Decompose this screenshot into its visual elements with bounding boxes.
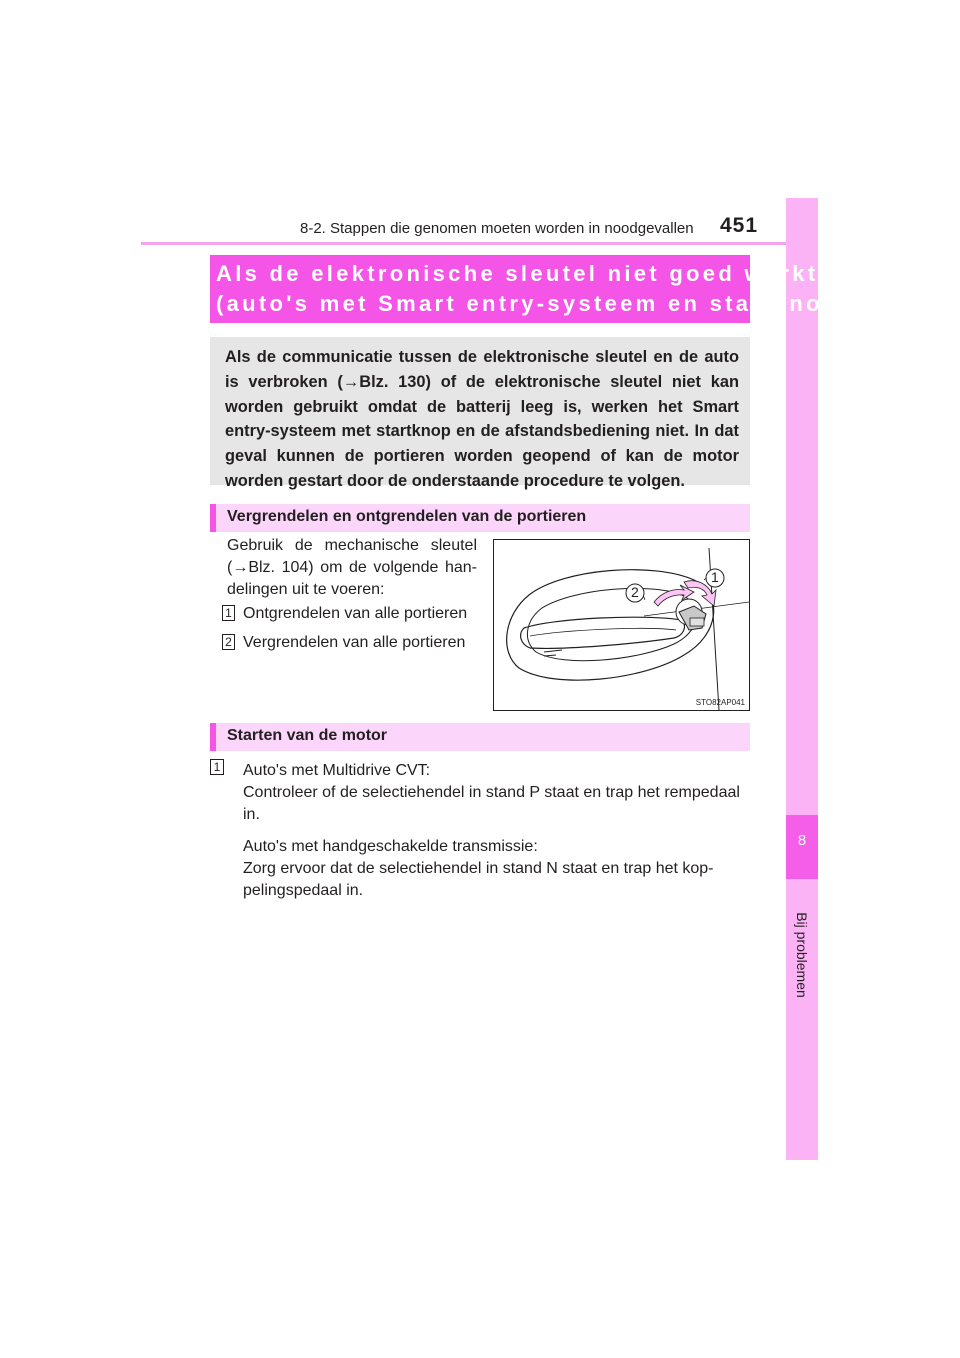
topic-title: Als de elektronische sleutel niet goed werkt (auto's met Smart entry-systeem en startknop) <box>216 261 851 316</box>
chapter-side-tab <box>786 198 818 1160</box>
cvt-text: Controleer of de selectiehendel in stand P staat en trap het rempedaal in. <box>243 784 740 823</box>
chapter-label: Bij problemen <box>794 912 810 998</box>
step-lock-text: Vergrendelen van alle portieren <box>243 634 466 651</box>
door-handle-illustration <box>494 540 749 710</box>
figure-code: STO82AP041 <box>695 698 745 707</box>
topic-title-band <box>210 255 851 323</box>
section-title: 8-2. Stappen die genomen moeten worden in noodgevallen <box>300 220 694 237</box>
header-rule <box>141 242 818 245</box>
intro-text: Als de communicatie tussen de elektronische sleutel en de auto is verbroken (→Blz. 130) of de elektronische sleutel niet kan worden gebruikt omdat de batterij leeg is, werken het Smart entry-systeem met startknop en de afstandsbediening niet. In dat geval kunnen de portieren worden geopend of kan de motor worden gestart door de onderstaande procedure te volgen. <box>225 348 739 490</box>
page-number: 451 <box>720 214 759 237</box>
cvt-title: Auto's met Multidrive CVT: <box>243 762 431 779</box>
start-procedure <box>243 760 743 902</box>
manual-title: Auto's met handgeschakelde transmissie: <box>243 838 538 855</box>
door-handle-figure <box>493 539 750 711</box>
intro-box <box>210 337 750 490</box>
step-number-icon: 1 <box>210 759 224 775</box>
step-number-icon: 2 <box>222 634 235 650</box>
figure-callout-2: 2 <box>631 584 639 600</box>
step-number-icon: 1 <box>222 605 235 621</box>
lock-instruction: Gebruik de mechanische sleutel (→Blz. 104) om de volgende handelingen uit te voeren: <box>227 537 477 598</box>
chapter-number: 8 <box>797 832 807 849</box>
heading-start-engine: Starten van de motor <box>210 723 750 751</box>
step-unlock-text: Ontgrendelen van alle portieren <box>243 605 468 622</box>
manual-text: Zorg ervoor dat de selectiehendel in stand N staat en trap het koppelingspedaal in. <box>243 860 714 899</box>
heading-lock-unlock: Vergrendelen en ontgrendelen van de portieren <box>210 504 750 532</box>
figure-callout-1: 1 <box>711 569 719 585</box>
